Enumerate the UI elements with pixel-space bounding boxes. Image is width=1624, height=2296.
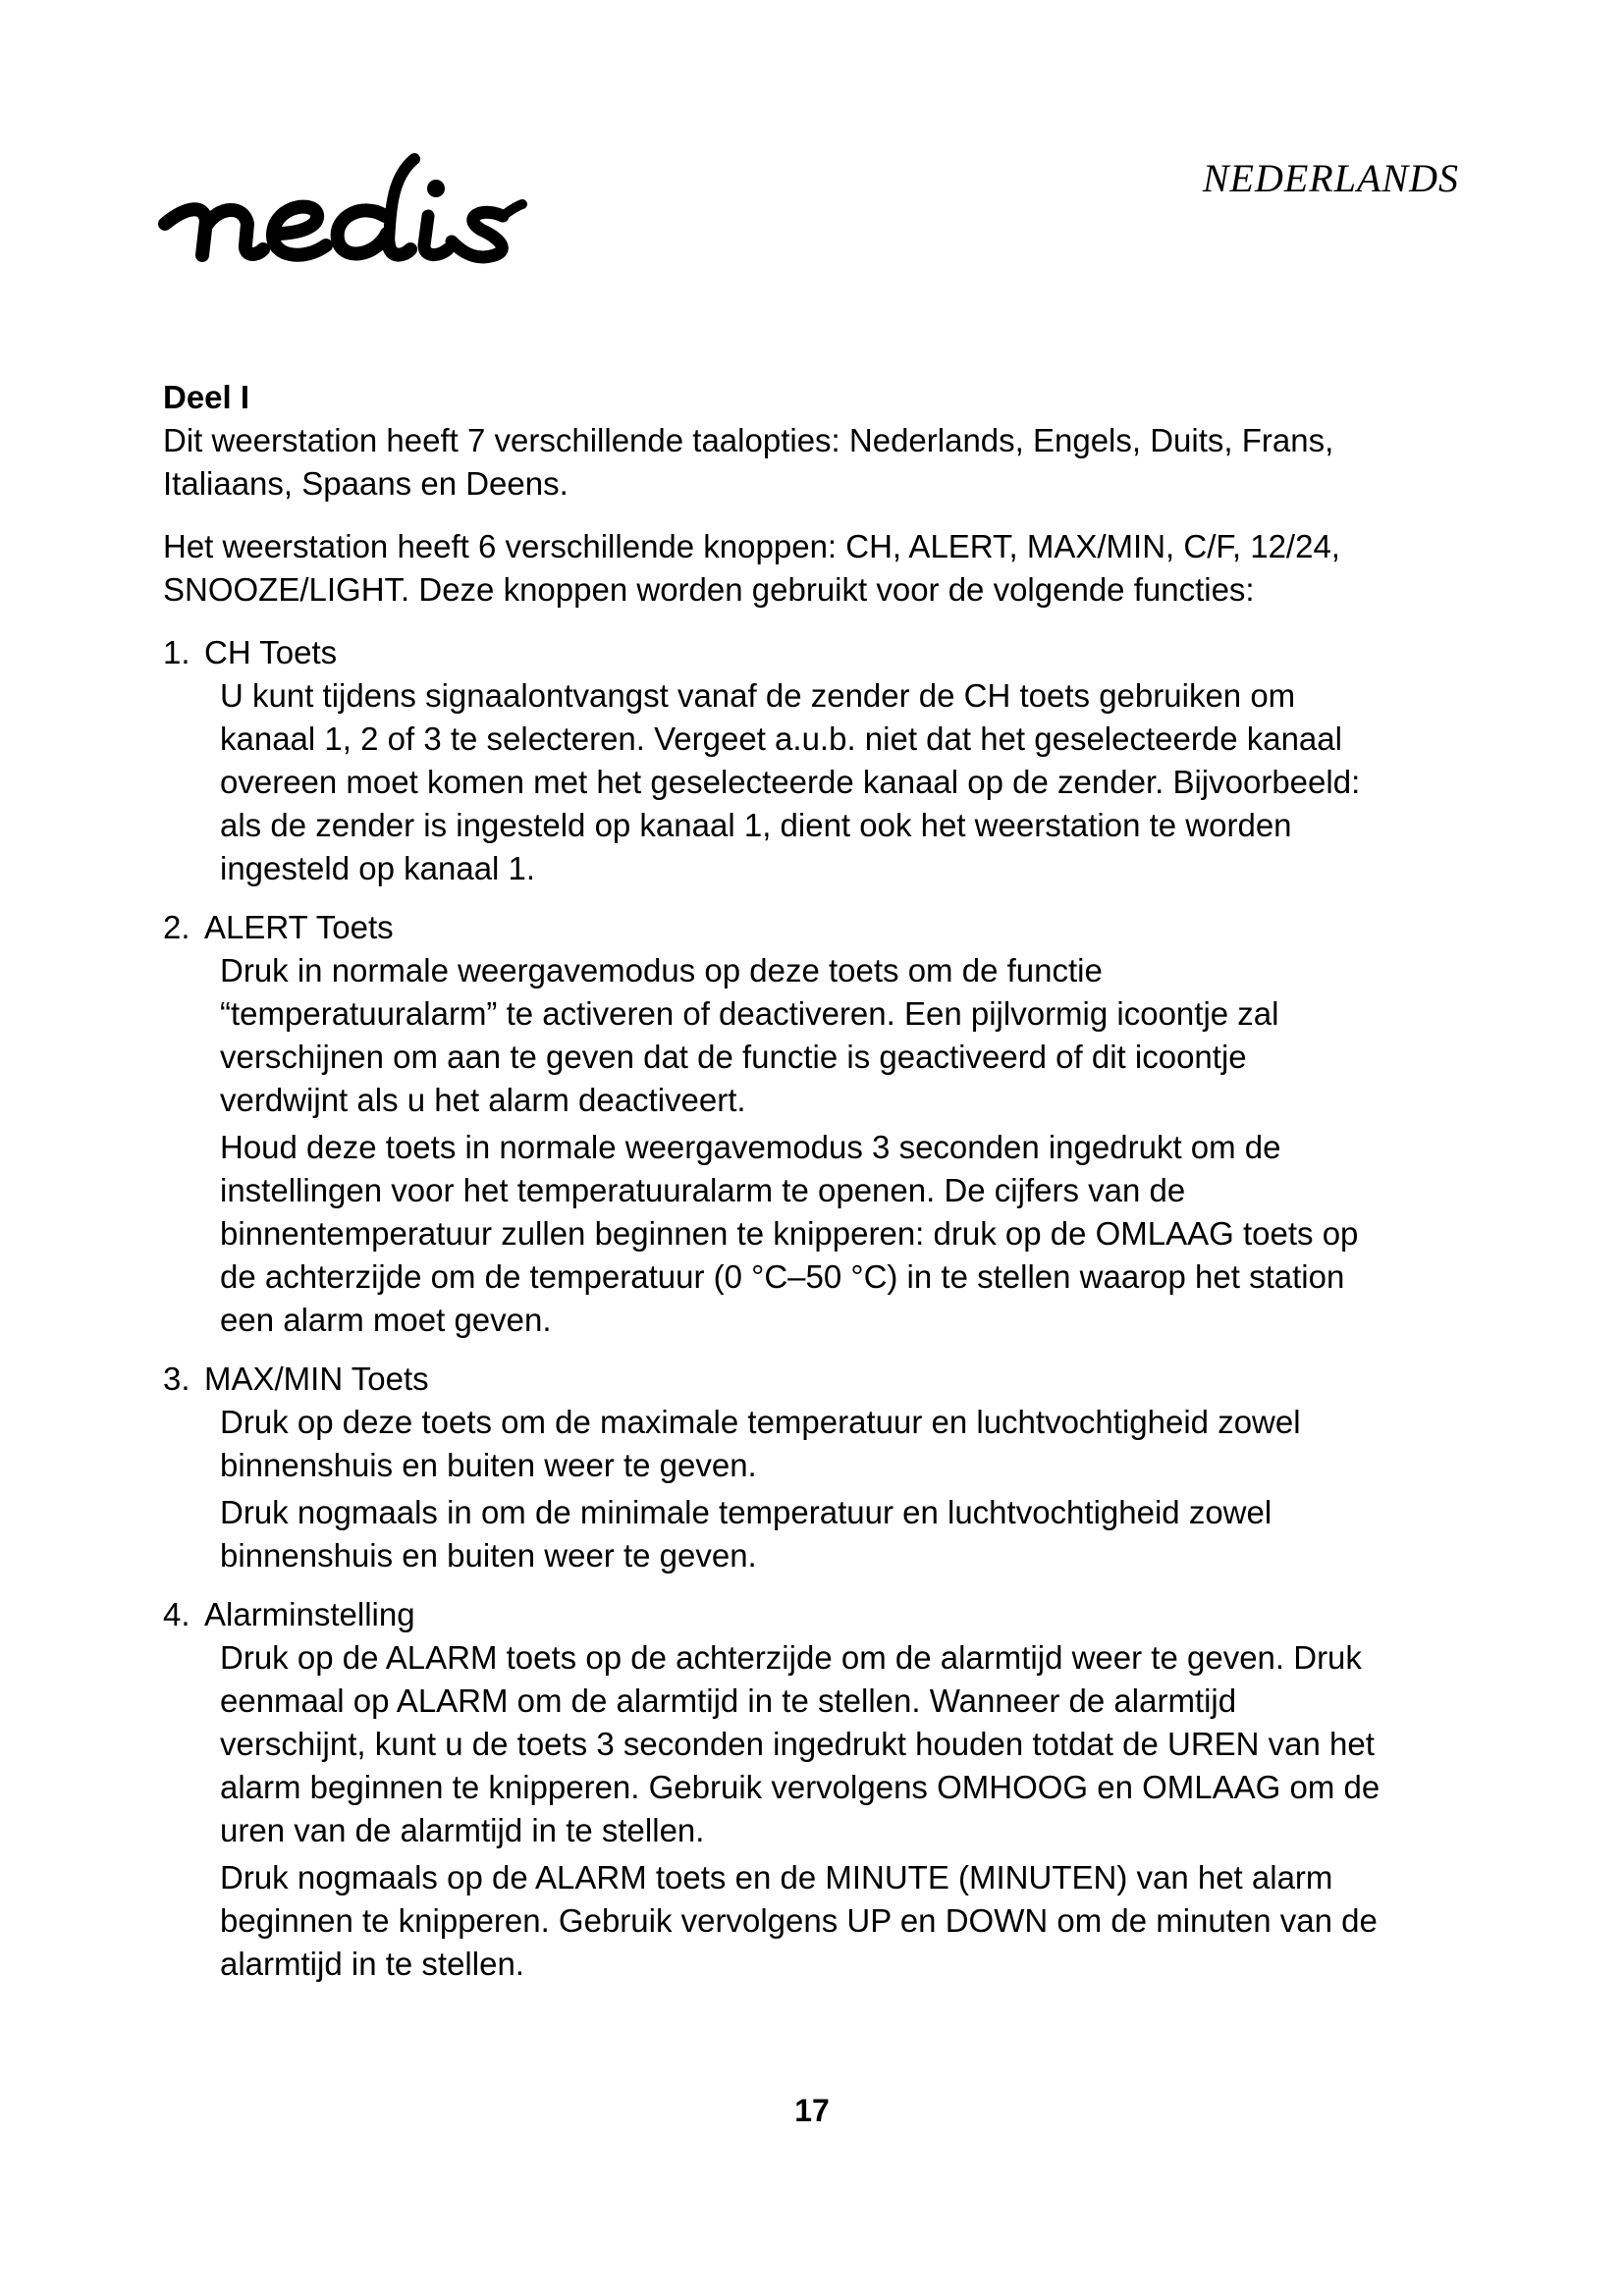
list-item-paragraph: Druk nogmaals in om de minimale temperatuur en luchtvochtigheid zowel binnenshuis en buiten weer te geven. bbox=[220, 1494, 1272, 1574]
list-item-heading: Alarminstelling bbox=[204, 1596, 415, 1632]
intro-paragraph-buttons: Het weerstation heeft 6 verschillende knoppen: CH, ALERT, MAX/MIN, C/F, 12/24, SNOOZE/LIGHT. Deze knoppen worden gebruikt voor de volgende functies: bbox=[163, 528, 1340, 608]
list-item-paragraph: Druk op de ALARM toets op de achterzijde om de alarmtijd weer te geven. Druk eenmaal op ALARM om de alarmtijd in te stellen. Wanneer de alarmtijd verschijnt, kunt u de toets 3 seconden ingedrukt houden totdat de UREN van het alarm beginnen te knipperen. Gebruik vervolgens OMHOOG en OMLAAG om de uren van de alarmtijd in te stellen. bbox=[220, 1639, 1380, 1848]
nedis-logo bbox=[157, 147, 609, 275]
list-item-paragraph: Druk op deze toets om de maximale temperatuur en luchtvochtigheid zowel binnenshuis en buiten weer te geven. bbox=[220, 1404, 1301, 1483]
document-body bbox=[163, 376, 1380, 2002]
section-title: Deel I bbox=[163, 379, 250, 415]
list-item-paragraph: U kunt tijdens signaalontvangst vanaf de zender de CH toets gebruiken om kanaal 1, 2 of 3 te selecteren. Vergeet a.u.b. niet dat het geselecteerde kanaal overeen moet komen met het geselecteerde kanaal op de zender. Bijvoorbeeld: als de zender is ingesteld op kanaal 1, dient ook het weerstation te worden ingesteld op kanaal 1. bbox=[220, 677, 1361, 886]
list-item-heading: ALERT Toets bbox=[204, 909, 394, 945]
list-item-paragraph: Druk nogmaals op de ALARM toets en de MINUTE (MINUTEN) van het alarm beginnen te knipperen. Gebruik vervolgens UP en DOWN om de minuten van de alarmtijd in te stellen. bbox=[220, 1859, 1378, 1982]
list-item bbox=[163, 906, 1380, 1342]
list-item-heading: MAX/MIN Toets bbox=[204, 1361, 429, 1397]
list-item bbox=[163, 631, 1380, 890]
list-item-number: 2. bbox=[163, 909, 190, 945]
list-item bbox=[163, 1358, 1380, 1577]
intro-paragraph-languages: Dit weerstation heeft 7 verschillende taalopties: Nederlands, Engels, Duits, Frans, Italiaans, Spaans en Deens. bbox=[163, 422, 1334, 502]
list-item-number: 1. bbox=[163, 634, 190, 670]
language-label: NEDERLANDS bbox=[1202, 156, 1459, 200]
list-item-paragraph: Houd deze toets in normale weergavemodus 3 seconden ingedrukt om de instellingen voor het temperatuuralarm te openen. De cijfers van de binnentemperatuur zullen beginnen te knipperen: druk op de OMLAAG toets op de achterzijde om de temperatuur (0 °C–50 °C) in te stellen waarop het station een alarm moet geven. bbox=[220, 1129, 1359, 1338]
page-number: 17 bbox=[794, 2093, 830, 2128]
list-item-number: 4. bbox=[163, 1596, 190, 1632]
list-item-heading: CH Toets bbox=[204, 634, 338, 670]
list-item-number: 3. bbox=[163, 1361, 190, 1397]
list-item-paragraph: Druk in normale weergavemodus op deze toets om de functie “temperatuuralarm” te activeren of deactiveren. Een pijlvormig icoontje zal verschijnen om aan te geven dat de functie is geactiveerd of dit icoontje verdwijnt als u het alarm deactiveert. bbox=[220, 952, 1279, 1118]
list-item bbox=[163, 1593, 1380, 1986]
